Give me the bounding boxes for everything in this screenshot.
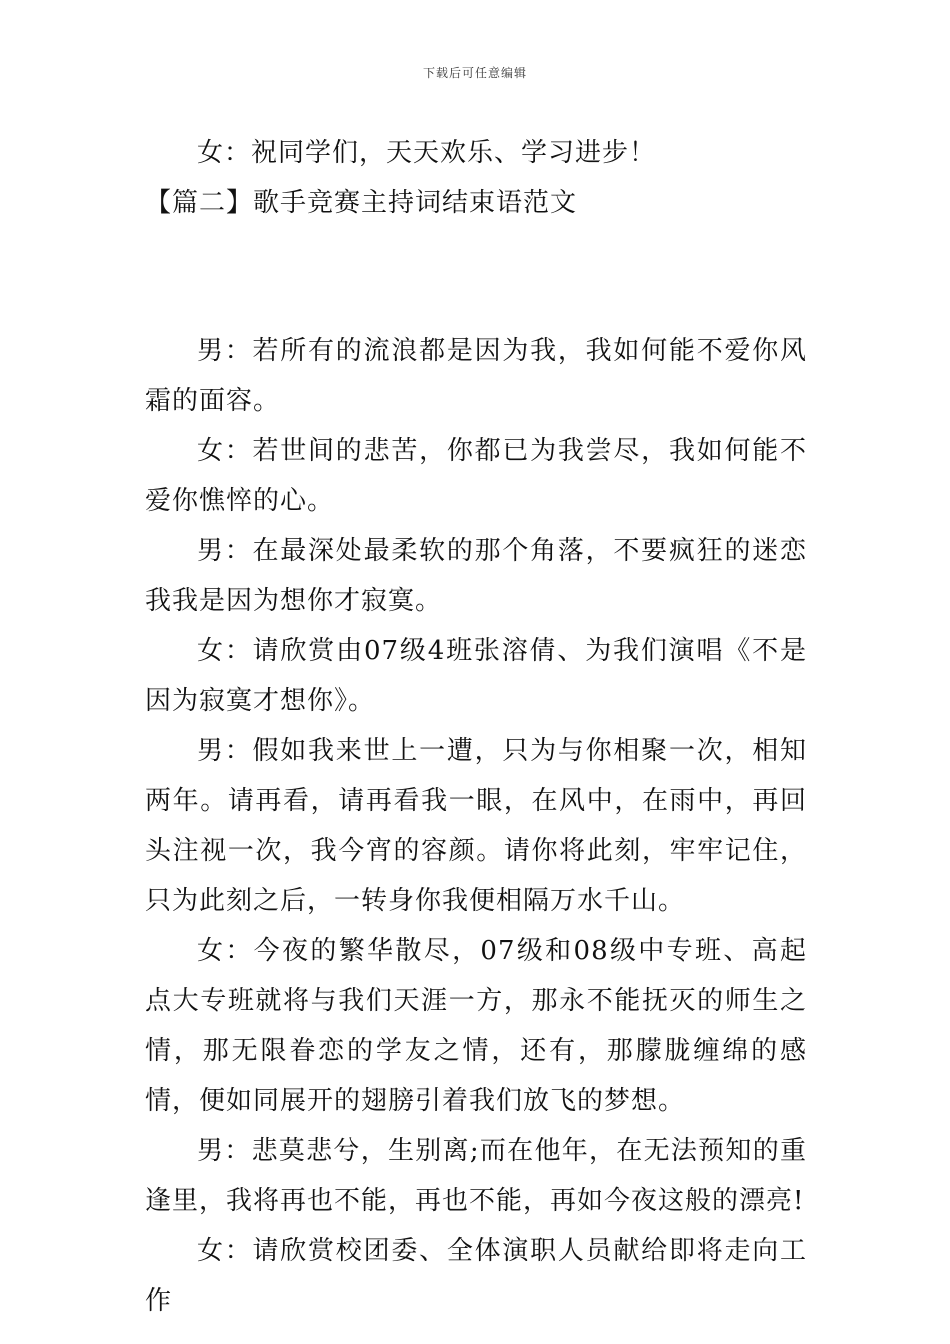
paragraph: 男：在最深处最柔软的那个角落，不要疯狂的迷恋我我是因为想你才寂寞。 <box>145 536 807 616</box>
paragraph: 女：今夜的繁华散尽，07级和08级中专班、高起点大专班就将与我们天涯一方，那永不能抚灭的师生之情，那无限眷恋的学友之情，还有，那朦胧缠绵的感情，便如同展开的翅膀引着我们放飞的梦想。 <box>145 936 807 1116</box>
paragraph: 男：悲莫悲兮，生别离;而在他年，在无法预知的重逢里，我将再也不能，再也不能，再如今夜这般的漂亮! <box>145 1136 807 1216</box>
section-spacer <box>145 228 807 326</box>
section-title: 【篇二】歌手竞赛主持词结束语范文 <box>145 188 578 218</box>
paragraph: 男：假如我来世上一遭，只为与你相聚一次，相知两年。请再看，请再看我一眼，在风中，在雨中，再回头注视一次，我今宵的容颜。请你将此刻，牢牢记住，只为此刻之后，一转身你我便相隔万水千山。 <box>145 736 807 916</box>
opening-line: 女：祝同学们，天天欢乐、学习进步！ <box>197 138 657 168</box>
paragraph: 男：若所有的流浪都是因为我，我如何能不爱你风霜的面容。 <box>145 336 807 416</box>
paragraph: 女：若世间的悲苦，你都已为我尝尽，我如何能不爱你憔悴的心。 <box>145 436 807 516</box>
paragraph: 女：请欣赏由07级4班张溶倩、为我们演唱《不是因为寂寞才想你》。 <box>145 636 807 716</box>
page-header-note: 下载后可任意编辑 <box>422 66 527 80</box>
paragraph: 女：请欣赏校团委、全体演职人员献给即将走向工作 <box>145 1236 807 1316</box>
document-body <box>145 128 807 1326</box>
